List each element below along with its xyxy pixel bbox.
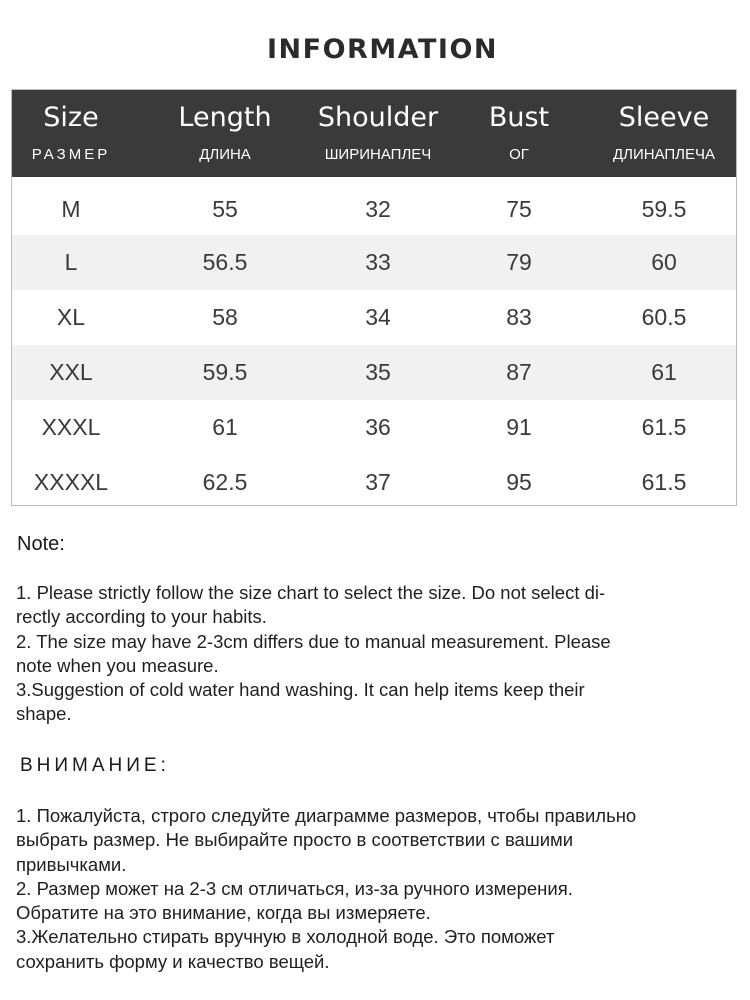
cell-size: XXL	[49, 359, 93, 385]
cell-size: L	[64, 249, 78, 275]
table-row	[12, 455, 736, 510]
cell-bust: 83	[506, 304, 532, 330]
cell-length: 56.5	[202, 249, 248, 275]
cell-sleeve: 61.5	[641, 414, 687, 440]
cell-bust: 79	[506, 249, 532, 275]
header-shoulder	[312, 90, 444, 177]
note-ru-line: 2. Размер может на 2-3 см отличаться, из-за ручного измерения.	[16, 877, 573, 899]
cell-size: XXXXL	[33, 469, 109, 495]
header-shoulder-ru: ШИРИНАПЛЕЧ	[324, 146, 432, 163]
page-title: INFORMATION	[266, 34, 498, 65]
cell-sleeve: 61	[651, 359, 677, 385]
cell-size: XL	[56, 304, 86, 330]
cell-shoulder: 35	[365, 359, 391, 385]
cell-sleeve: 59.5	[641, 196, 687, 222]
header-sleeve	[597, 90, 731, 177]
note-line: 3.Suggestion of cold water hand washing. It can help items keep their	[16, 679, 585, 701]
cell-sleeve: 60	[651, 249, 677, 275]
table-row	[12, 345, 736, 400]
note-ru-line: Обратите на это внимание, когда вы измеряете.	[16, 902, 431, 924]
note-ru-heading: ВНИМАНИЕ:	[20, 755, 170, 776]
note-heading: Note:	[17, 533, 65, 555]
cell-shoulder: 34	[365, 304, 391, 330]
header-bust-en: Bust	[488, 102, 550, 133]
cell-length: 59.5	[202, 359, 248, 385]
header-sleeve-ru: ДЛИНАПЛЕЧА	[612, 146, 716, 163]
cell-bust: 95	[506, 469, 532, 495]
header-size	[12, 90, 130, 177]
note-ru-line: 3.Желательно стирать вручную в холодной воде. Это поможет	[16, 926, 555, 948]
note-line: 1. Please strictly follow the size chart to select the size. Do not select di-	[16, 582, 606, 603]
cell-length: 61	[212, 414, 238, 440]
cell-bust: 91	[506, 414, 532, 440]
note-ru-text	[16, 804, 731, 974]
table-row	[12, 235, 736, 290]
header-bust	[458, 90, 580, 177]
note-ru-line: сохранить форму и качество вещей.	[16, 950, 330, 972]
note-line: note when you measure.	[16, 654, 219, 676]
cell-bust: 87	[506, 359, 532, 385]
header-length-ru: ДЛИНА	[199, 146, 251, 163]
table-row	[12, 182, 736, 237]
header-length-en: Length	[178, 102, 272, 133]
header-size-ru: РАЗМЕР	[31, 146, 111, 163]
table-row	[12, 400, 736, 455]
note-text	[16, 581, 731, 727]
note-ru-line: выбрать размер. Не выбирайте просто в соответствии с вашими	[16, 829, 574, 851]
header-sleeve-en: Sleeve	[618, 102, 710, 133]
cell-length: 55	[212, 196, 238, 222]
cell-sleeve: 60.5	[641, 304, 687, 330]
note-ru-line: 1. Пожалуйста, строго следуйте диаграмме размеров, чтобы правильно	[16, 805, 637, 826]
table-row	[12, 290, 736, 345]
note-line: shape.	[16, 703, 72, 725]
note-line: 2. The size may have 2-3cm differs due to manual measurement. Please	[16, 630, 611, 652]
cell-sleeve: 61.5	[641, 469, 687, 495]
header-bust-ru: ОГ	[509, 146, 529, 163]
table-header	[12, 90, 736, 177]
header-shoulder-en: Shoulder	[317, 102, 439, 133]
cell-size: XXXL	[41, 414, 101, 440]
note-line: rectly according to your habits.	[16, 606, 267, 628]
size-chart-table	[11, 89, 737, 506]
header-length	[160, 90, 290, 177]
cell-shoulder: 36	[365, 414, 391, 440]
cell-length: 62.5	[202, 469, 248, 495]
cell-length: 58	[212, 304, 238, 330]
cell-bust: 75	[506, 196, 532, 222]
cell-shoulder: 32	[365, 196, 391, 222]
cell-shoulder: 33	[365, 249, 391, 275]
header-size-en: Size	[43, 102, 99, 133]
note-ru-line: привычками.	[16, 853, 127, 875]
cell-size: M	[61, 196, 81, 222]
cell-shoulder: 37	[365, 469, 391, 495]
